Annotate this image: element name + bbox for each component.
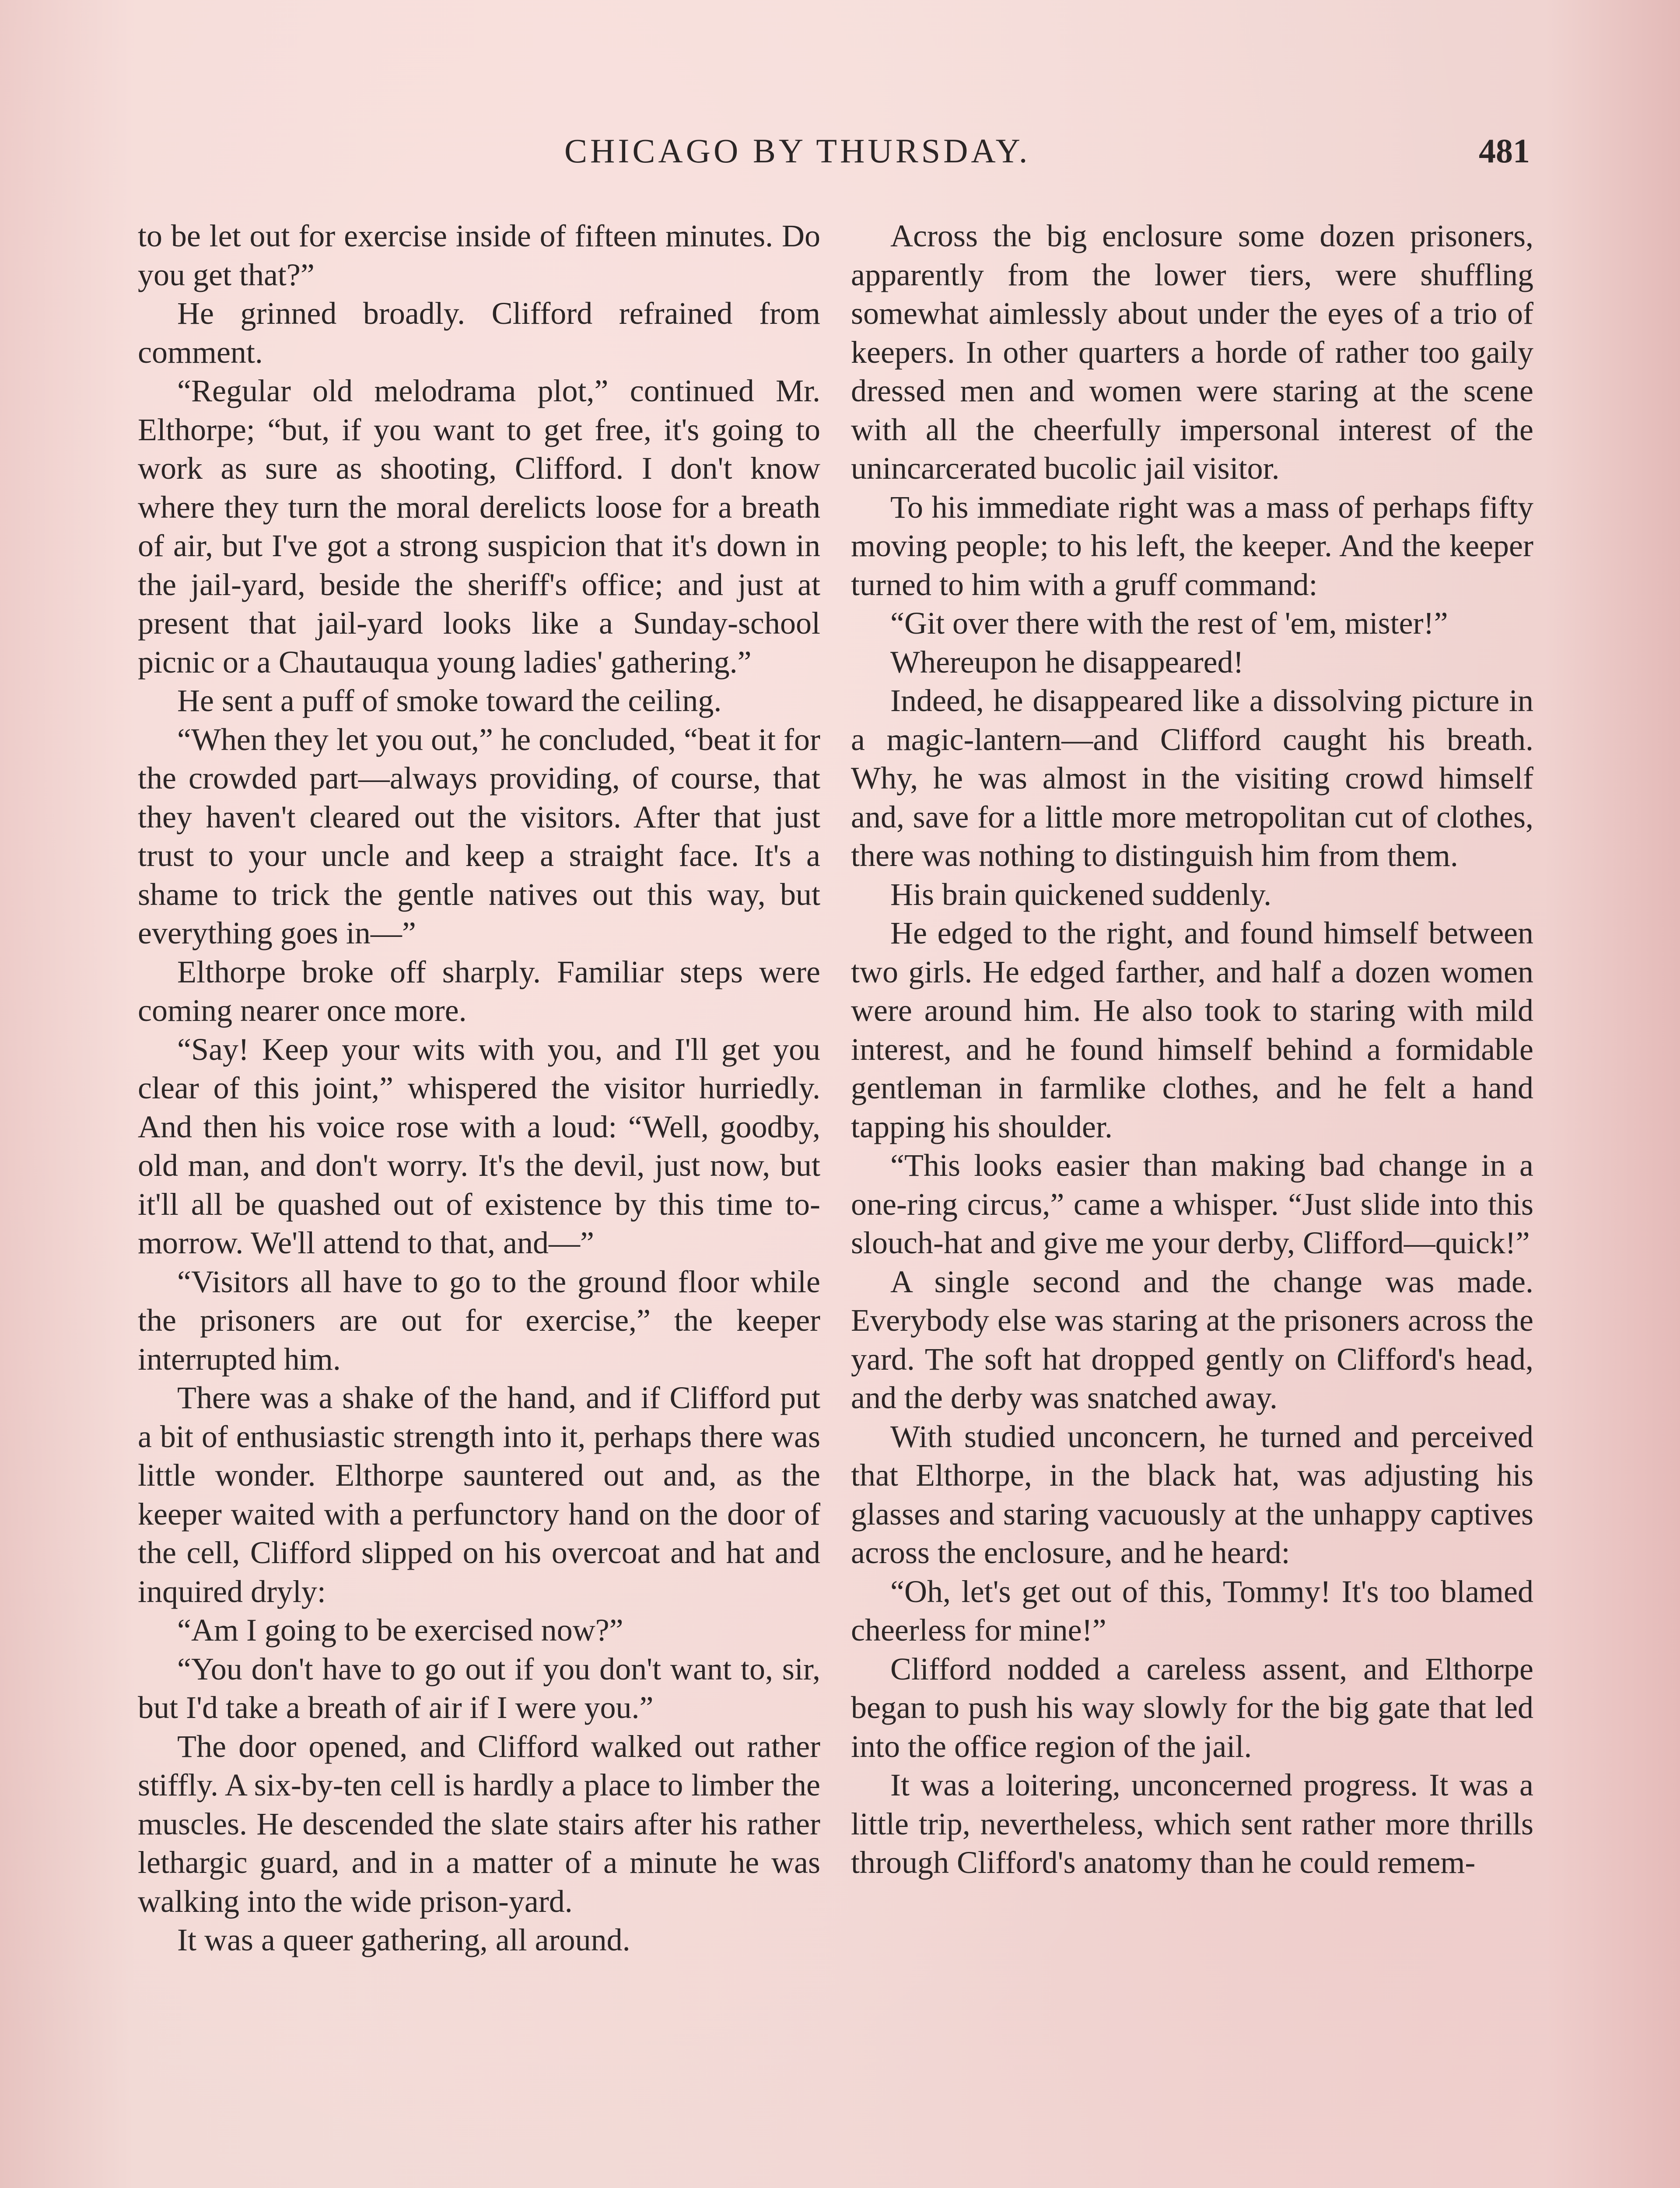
paragraph: There was a shake of the hand, and if Clifford put a bit of enthusiastic strength into it, perhaps there was little wonder. Elthorpe sauntered out and, as the keeper waited with a perfunctory hand on the door of the cell, Clifford slipped on his overcoat and hat and inquired dryly: bbox=[138, 1380, 820, 1609]
paragraph: “Am I going to be exercised now?” bbox=[177, 1613, 623, 1648]
paragraph: With studied unconcern, he turned and perceived that Elthorpe, in the black hat, was adjusting his glasses and staring vacuously at the unhappy captives across the enclosure, and he heard: bbox=[851, 1419, 1533, 1570]
paragraph: To his immediate right was a mass of perhaps fifty moving people; to his left, the keeper. And the keeper turned to him with a gruff command: bbox=[851, 489, 1533, 602]
page-header bbox=[0, 131, 1680, 179]
paragraph: A single second and the change was made. Everybody else was staring at the prisoners across the yard. The soft hat dropped gently on Clifford's head, and the derby was snatched away. bbox=[851, 1264, 1533, 1415]
paragraph: It was a loitering, unconcerned progress. It was a little trip, nevertheless, which sent rather more thrills through Clifford's anatomy than he could remem- bbox=[851, 1767, 1533, 1880]
paragraph: He edged to the right, and found himself between two girls. He edged farther, and half a dozen women were around him. He also took to staring with mild interest, and he found himself behind a formidable gentleman in farmlike clothes, and he felt a hand tapping his shoulder. bbox=[851, 915, 1533, 1144]
paragraph: “Regular old melodrama plot,” continued Mr. Elthorpe; “but, if you want to get free, it's going to work as sure as shooting, Clifford. I don't know where they turn the moral derelicts loose for a breath of air, but I've got a strong suspicion that it's down in the jail-yard, beside the sheriff's office; and just at present that jail-yard looks like a Sunday-school picnic or a Chautauqua young ladies' gathering.” bbox=[138, 373, 820, 680]
paragraph: He sent a puff of smoke toward the ceiling. bbox=[177, 683, 722, 718]
page-number: 481 bbox=[1479, 132, 1530, 170]
paragraph: “You don't have to go out if you don't want to, sir, but I'd take a breath of air if I were you.” bbox=[138, 1651, 820, 1725]
paragraph: “Oh, let's get out of this, Tommy! It's too blamed cheerless for mine!” bbox=[851, 1574, 1533, 1648]
paragraph: “When they let you out,” he concluded, “beat it for the crowded part—always providing, of course, that they haven't cleared out the visitors. After that just trust to your uncle and keep a straight face. It's a shame to trick the gentle natives out this way, but everything goes in—” bbox=[138, 722, 820, 950]
paragraph: Clifford nodded a careless assent, and Elthorpe began to push his way slowly for the big gate that led into the office region of the jail. bbox=[851, 1651, 1533, 1764]
paragraph: He grinned broadly. Clifford refrained from comment. bbox=[138, 296, 820, 370]
paragraph: to be let out for exercise inside of fifteen minutes. Do you get that?” bbox=[138, 218, 820, 292]
paragraph: “Say! Keep your wits with you, and I'll get you clear of this joint,” whispered the visitor hurriedly. And then his voice rose with a loud: “Well, goodby, old man, and don't worry. It's the devil, just now, but it'll all be quashed out of existence by this time to-morrow. We'll attend to that, and—” bbox=[138, 1031, 820, 1260]
paragraph: Whereupon he disappeared! bbox=[890, 644, 1244, 680]
paragraph: “Visitors all have to go to the ground floor while the prisoners are out for exercise,” the keeper interrupted him. bbox=[138, 1264, 820, 1377]
paragraph: Elthorpe broke off sharply. Familiar steps were coming nearer once more. bbox=[138, 954, 820, 1028]
paragraph: “This looks easier than making bad change in a one-ring circus,” came a whisper. “Just slide into this slouch-hat and give me your derby, Clifford—quick!” bbox=[851, 1148, 1533, 1260]
right-column bbox=[851, 217, 1533, 2188]
paragraph: His brain quickened suddenly. bbox=[890, 877, 1272, 912]
paragraph: The door opened, and Clifford walked out rather stiffly. A six-by-ten cell is hardly a place to limber the muscles. He descended the slate stairs after his rather lethargic guard, and in a matter of a minute he was walking into the wide prison-yard. bbox=[138, 1729, 820, 1919]
paragraph: Indeed, he disappeared like a dissolving picture in a magic-lantern—and Clifford caught his breath. Why, he was almost in the visiting crowd himself and, save for a little more metropolitan cut of clothes, there was nothing to distinguish him from them. bbox=[851, 683, 1533, 873]
paragraph: Across the big enclosure some dozen prisoners, apparently from the lower tiers, were shuffling somewhat aimlessly about under the eyes of a trio of keepers. In other quarters a horde of rather too gaily dressed men and women were staring at the scene with all the cheerfully impersonal interest of the unincarcerated bucolic jail visitor. bbox=[851, 218, 1533, 486]
paragraph: It was a queer gathering, all around. bbox=[177, 1922, 630, 1957]
paragraph: “Git over there with the rest of 'em, mister!” bbox=[890, 606, 1448, 641]
left-column bbox=[138, 217, 820, 2188]
running-head: CHICAGO BY THURSDAY. bbox=[564, 132, 1031, 170]
